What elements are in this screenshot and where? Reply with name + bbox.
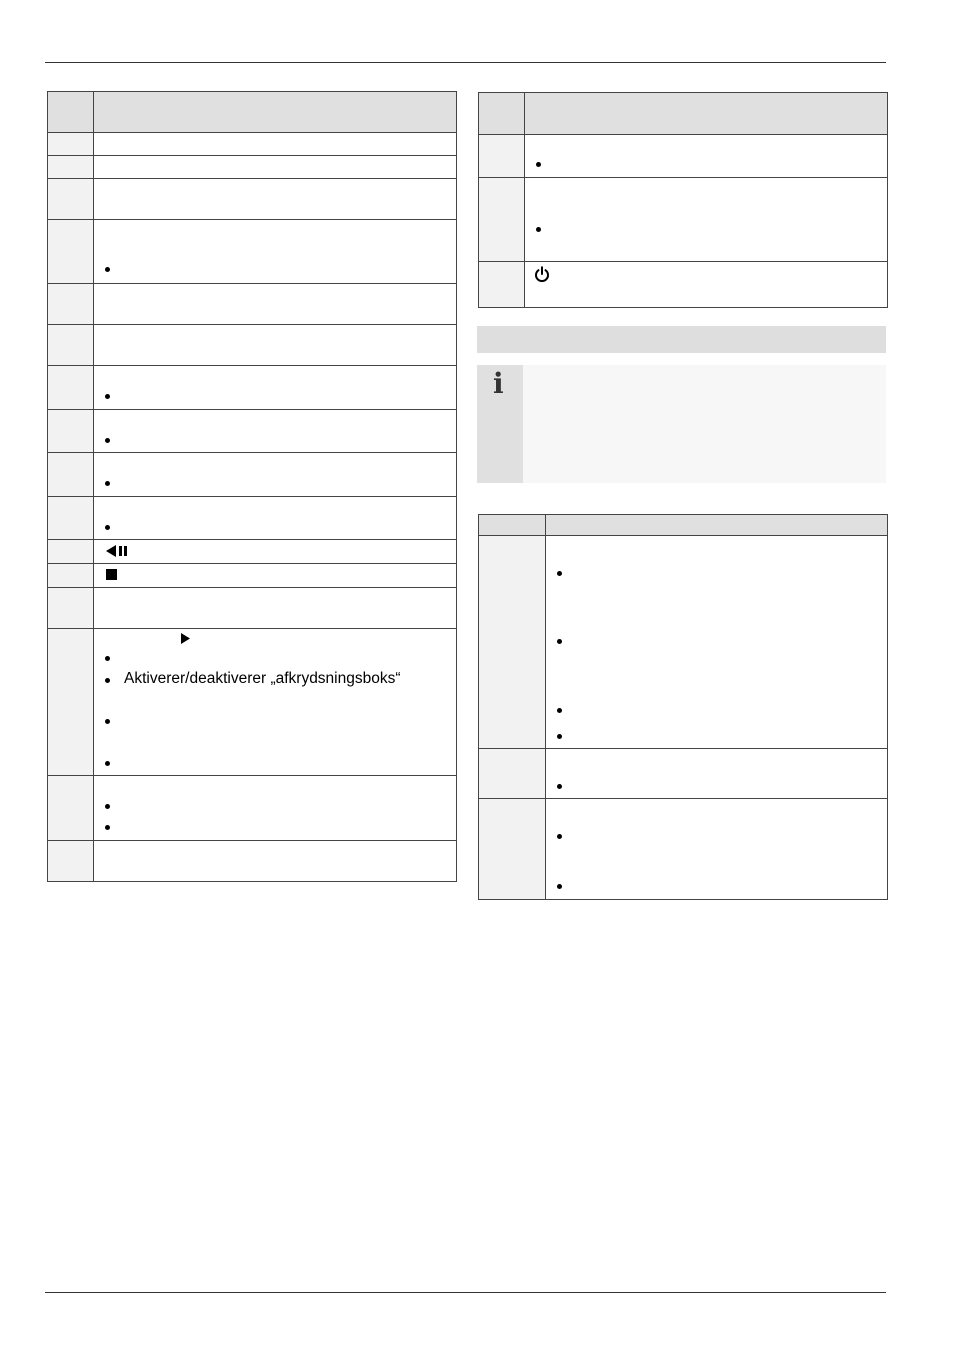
play-icon — [181, 633, 190, 644]
bullet — [105, 804, 110, 809]
table-row — [48, 133, 457, 156]
table-row — [48, 540, 457, 564]
table-row — [48, 841, 457, 882]
table-row — [48, 179, 457, 220]
checkbox-toggle-text: Aktiverer/deaktiverer „afkrydsningsboks“ — [124, 670, 401, 687]
bullet — [557, 708, 562, 713]
table-header-row — [479, 515, 888, 536]
table-row — [48, 410, 457, 453]
bullet — [557, 784, 562, 789]
functions-table — [478, 514, 888, 900]
bullet — [557, 571, 562, 576]
bullet — [105, 438, 110, 443]
bullet — [536, 227, 541, 232]
info-icon: i — [493, 367, 504, 400]
bullet — [557, 884, 562, 889]
table-row — [48, 325, 457, 366]
table-row — [48, 366, 457, 410]
table-row — [479, 135, 888, 178]
table-row — [48, 497, 457, 540]
bullet — [105, 761, 110, 766]
remote-buttons-table-continued — [478, 92, 888, 308]
bullet — [536, 162, 541, 167]
table-row — [48, 776, 457, 841]
table-row — [479, 799, 888, 900]
table-row — [479, 262, 888, 308]
table-row — [48, 588, 457, 629]
bullet — [105, 481, 110, 486]
table-row — [479, 536, 888, 749]
info-icon-column — [477, 365, 523, 483]
table-row — [479, 178, 888, 262]
bullet — [105, 525, 110, 530]
table-row — [479, 749, 888, 799]
bullet — [557, 834, 562, 839]
info-note-box — [477, 365, 886, 483]
table-header-row — [479, 93, 888, 135]
bullet — [105, 678, 110, 683]
table-row — [48, 156, 457, 179]
bullet — [557, 734, 562, 739]
table-row — [48, 284, 457, 325]
bullet — [105, 394, 110, 399]
table-row — [48, 629, 457, 776]
footer-rule — [45, 1292, 886, 1293]
bullet — [105, 656, 110, 661]
bullet — [557, 639, 562, 644]
bullet — [105, 825, 110, 830]
table-row — [48, 564, 457, 588]
power-icon — [534, 266, 550, 283]
bullet — [105, 719, 110, 724]
table-row — [48, 453, 457, 497]
bullet — [105, 267, 110, 272]
remote-buttons-table — [47, 91, 457, 882]
header-rule — [45, 62, 886, 63]
table-header-row — [48, 92, 457, 133]
stop-icon — [106, 569, 118, 581]
table-row — [48, 220, 457, 284]
section-heading-bar — [477, 326, 886, 353]
rewind-pause-icon — [106, 544, 130, 558]
